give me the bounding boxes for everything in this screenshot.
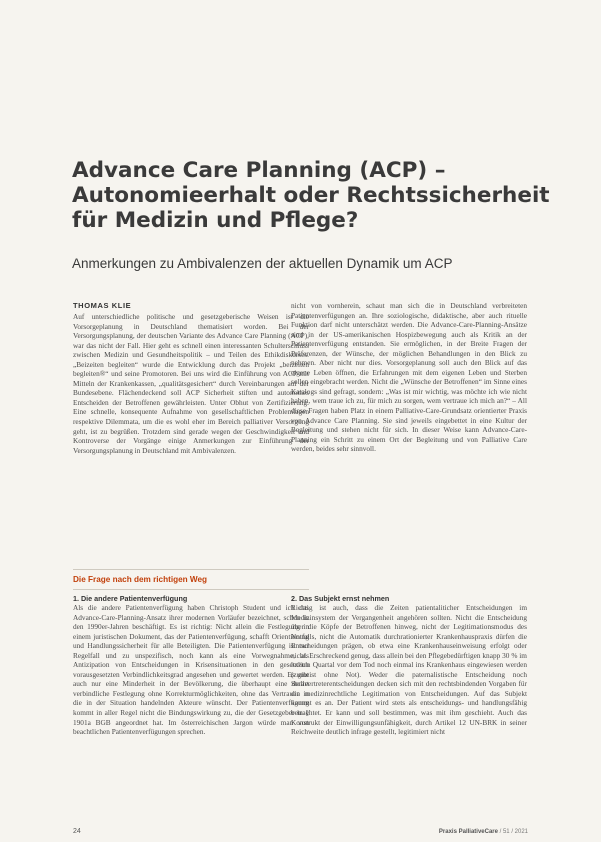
intro-paragraph-right: nicht von vornherein, schaut man sich die in Deutschland verbreiteten Patientenverfügungen an. Ihre soziologische, didaktische, aber auch rituelle Funktion darf nicht unterschätzt werden. Die Advance-Care-Planning-Ansätze sind in der US-amerikanischen Hospizbewegung auch als Kritik an der Patientenverfügung entstanden. Sie ermöglichen, in der Breite Fragen der Präferenzen, der Wünsche, der möglichen Behandlungen in den Blick zu nehmen. Aber nicht nur dies. Vorsorgeplanung soll auch den Blick auf das eigene Leben öffnen, die Erfahrungen mit dem eigenen Leben und Sterben sollen eingebracht werden. Nicht die „Wünsche der Betroffenen“ im Sinne eines Katalogs sind gefragt, sondern: „Was ist mir wichtig, was möchte ich wie nicht haben, wem traue ich zu, für mich zu sorgen, wem vertraue ich mich an?“ – All diese Fragen haben Platz in einem Palliative-Care-Grundsatz orientierter Praxis von Advance Care Planning. Sie sind jeweils eingebettet in eine Kultur der Begleitung und stehen nicht für sich. In dieser Weise kann Advance-Care-Planning ein Schritt zu einem Ort der Begleitung und von Palliative Care werden, beides sehr sinnvoll. — [291, 301, 527, 454]
subsection-heading-left: 1. Die andere Patientenverfügung — [73, 594, 188, 603]
section-divider — [73, 589, 309, 590]
journal-name: Praxis PalliativeCare — [438, 829, 498, 835]
author-name: THOMAS KLIE — [73, 301, 132, 310]
journal-issue: / 51 / 2021 — [499, 829, 528, 835]
title-line: für Medizin und Pflege? — [72, 208, 359, 233]
column-left — [73, 312, 309, 493]
title-line: Advance Care Planning (ACP) – — [72, 158, 446, 183]
title-line: Autonomieerhalt oder Rechtssicherheit — [72, 183, 550, 208]
subsection-text-right: Richtig ist auch, dass die Zeiten patientaliticher Entscheidungen im Medizinsystem der Vergangenheit angehören sollten. Nicht die Entscheidung über die Köpfe der Betroffenen hinweg, nicht der Legitimationsmodus des Notfalls, nicht die Automatik durchrationierter Krankenhauspraxis dürfen die Entscheidungen prägen, ob etwa eine Krankenhauseinweisung erfolgt oder nicht. Erschreckend genug, dass allein bei den Pflegebedürftigen knapp 30 % im letzten Quartal vor dem Tod noch einmal ins Krankenhaus eingewiesen werden (zumeist ohne Not). Weder die paternalistische Entscheidung noch Stellvertreterentscheidungen decken sich mit den rechtsbindenden Vorgaben für die medizinrechtliche Legitimation von Entscheidungen. Auf das Subjekt kommt es an. Der Patient wird stets als entscheidungs- und handlungsfähig betrachtet. Er kann und soll bestimmen, was mit ihm geschieht. Auch das Konstrukt der Einwilligungsunfähigkeit, durch Artikel 12 UN-BRK in seiner Reichweite deutlich infrage gestellt, legitimiert nicht — [291, 603, 527, 737]
subsection-text-left: Als die andere Patientenverfügung haben Christoph Student und ich das Advance-Care-Planning-Ansatz ihrer modernen Vorläufer bezeichnet, schon in den 1990er-Jahren beschäftigt. Es ist richtig: Nicht allein die Festlegung in einem juristischen Dokument, das der Patientenverfügung, schafft Orientierung und Handlungssicherheit für alle Beteiligten. Die Patientenverfügung ist nur Regelfall und zu unspezifisch, noch kann als eine Vorwegnahme, als Antizipation von Entscheidungen in Krisensituationen in den gesetzlich vorausgesetzten Verbindlichkeitsgrad angesehen und gewertet werden. Es gibt auch nur eine Minderheit in der Bevölkerung, die überhaupt eine derart verbindliche Festlegung ohne Korrekturmöglichkeiten, ohne das Vertrauen in die in der Situation handelnden Akteure wünscht. Der Patientenverfügung kommt in aller Regel nicht die Bindungswirkung zu, die der Gesetzgeber in § 1901a BGB angeordnet hat. Im österreichischen Jargon würde man von beachtlichen Patientenverfügungen sprechen. — [73, 603, 309, 737]
section-heading: Die Frage nach dem richtigen Weg — [73, 575, 208, 584]
intro-paragraph-left: Auf unterschiedliche politische und gesetzgeberische Weisen ist die Vorsorgeplanung in Deutschland thematisiert worden. Bei der Versorgungsplanung, der deutschen Variante des Advance Care Planning (ACP), war das nicht der Fall. Hier geht es schnell einen interessanten Schulterschluss zwischen Medizin und Gesundheitspolitik – und Teilen des Ethikdiskurses. „Beizeiten begleiten“ wurde die Entwicklung durch das Projekt „beizeiten begleiten®“ und seine Promotoren. Bei uns wird die Einführung von ACP mit Mitteln der Krankenkassen, „qualitätsgesichert“ durch Vereinbarungen auf der Bundesebene. Flächendeckend soll ACP Sicherheit stiften und autonomes Entscheiden der Betroffenen gewährleisten. Unter Obhut von Zertifizierung. Eine schnelle, konsequente Aufnahme von gesellschaftlichen Problemlagen respektive Dilemmata, um die es wohl eher im Bereich palliativer Versorgung geht, ist zu begrüßen. Trotzdem sind gerade wegen der Geschwindigkeit und Kontroverse der Vorgänge einige Anmerkungen zur Einführung der Versorgungsplanung in Deutschland mit Ambivalenzen. — [73, 312, 309, 455]
journal-footer — [439, 829, 528, 835]
article-title — [72, 158, 550, 233]
subsection-heading-right: 2. Das Subjekt ernst nehmen — [291, 594, 390, 603]
article-subtitle: Anmerkungen zu Ambivalenzen der aktuellen Dynamik um ACP — [72, 256, 453, 271]
page-number: 24 — [73, 828, 81, 835]
section-divider — [73, 569, 309, 570]
column-right — [291, 301, 527, 501]
